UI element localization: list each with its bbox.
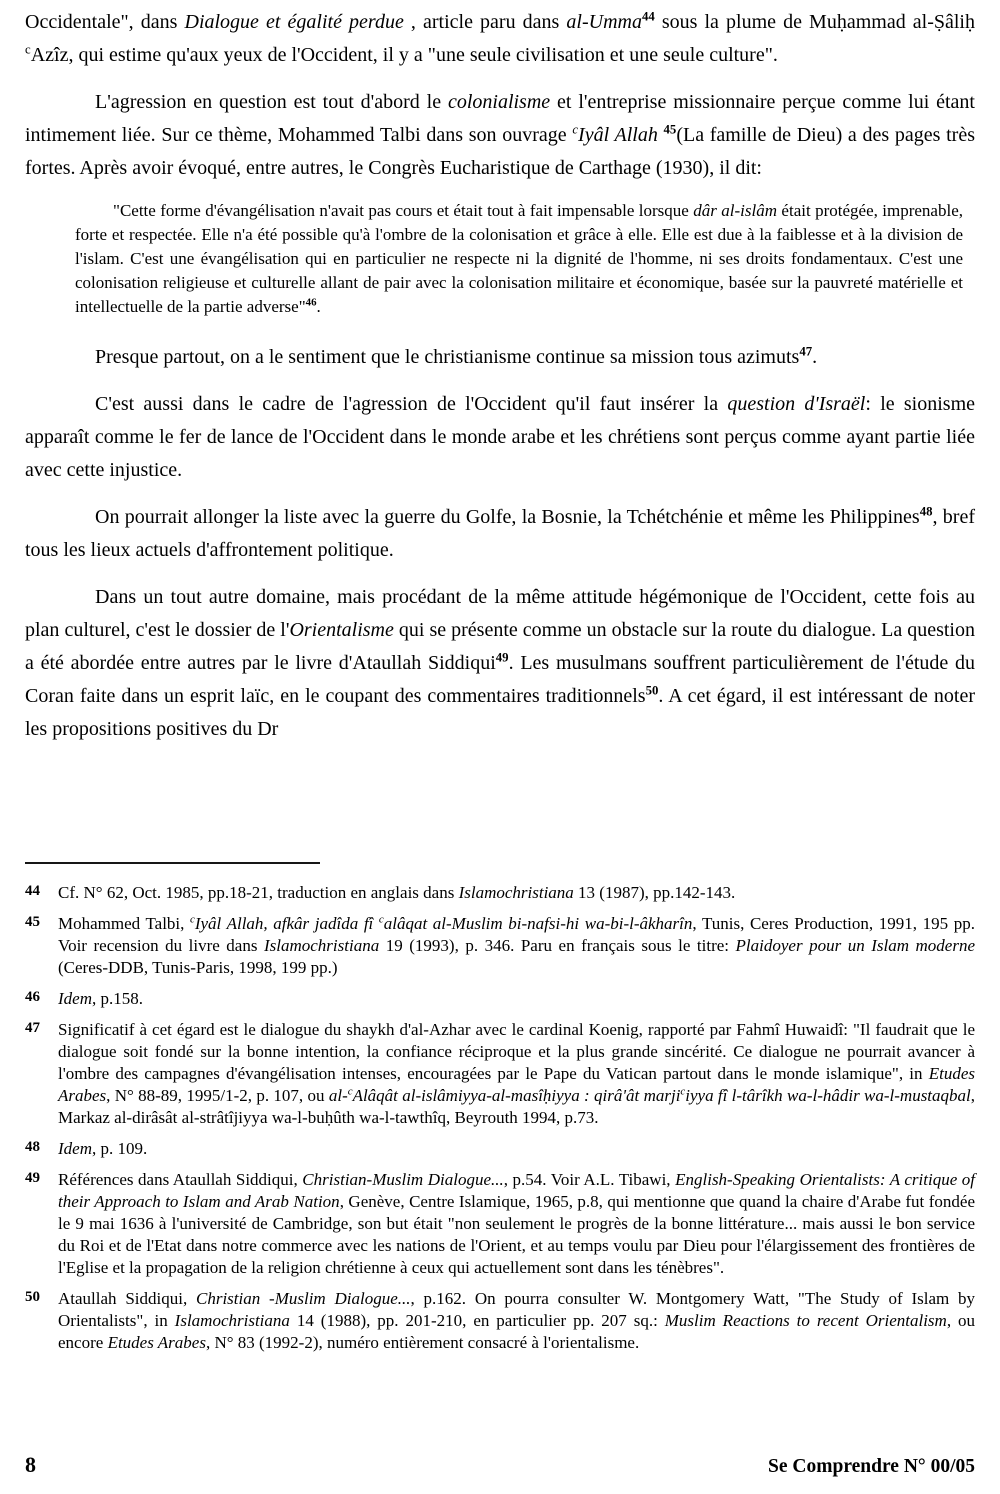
superscript: c xyxy=(347,1085,353,1098)
footnote-text xyxy=(58,883,735,902)
text-run: Significatif à cet égard est le dialogue du shaykh d'al-Azhar avec le cardinal Koenig, rapporté par Fahmî Huwaidî: "Il faudrait que le dialogue soit fondé sur la bonne intention, la confiance réciproque et la plus grande sincérité. Ce dialogue ne pourrait avancer à l'ombre des campagnes d'évangélisation intenses, encouragées par le Pape du Vatican partout dans le monde islamique", in xyxy=(58,1020,975,1083)
text-run: Alâqât al-islâmiyya-al-masîḥiyya : qirâ'ât marji xyxy=(352,1086,681,1105)
footnote-48 xyxy=(25,1138,975,1160)
superscript: c xyxy=(572,122,579,137)
superscript: c xyxy=(25,42,31,57)
text-run: dâr al-islâm xyxy=(693,201,778,220)
footnote-ref-46: 46 xyxy=(305,296,317,309)
text-run: , N° 83 (1992-2), numéro entièrement consacré à l'orientalisme. xyxy=(205,1333,640,1352)
text-run: Dialogue et égalité perdue xyxy=(184,11,411,33)
footnote-46 xyxy=(25,988,975,1010)
text-run: 14 (1988), pp. 201-210, en particulier pp. 207 sq.: xyxy=(289,1311,665,1330)
footnote-ref-48: 48 xyxy=(919,504,933,519)
footnote-50 xyxy=(25,1288,975,1354)
footnote-number: 44 xyxy=(25,883,40,899)
footnote-number: 46 xyxy=(25,989,40,1005)
text-run: Références dans Ataullah Siddiqui, xyxy=(58,1170,303,1189)
footnote-47 xyxy=(25,1019,975,1129)
text-run: qui se présente comme un obstacle sur la route du dialogue. La question a été abordée entre autres par le livre d'Ataullah Siddiqui xyxy=(25,619,975,674)
text-run: L'agression en question est tout d'abord le xyxy=(95,91,448,113)
text-run: . Les musulmans souffrent particulièrement de l'étude du Coran faite dans un esprit laïc, en le coupant des commentaires traditionnels xyxy=(25,652,975,707)
text-run: English-Speaking Orientalists: A critique of their Approach to Islam and Arab Nation xyxy=(58,1170,976,1211)
text-run: , Tunis, Ceres Production, 1991, 195 pp. Voir recension du livre dans xyxy=(58,914,975,955)
text-run: C'est aussi dans le cadre de l'agression de l'Occident qu'il faut insérer la xyxy=(95,393,728,415)
journal-reference: Se Comprendre N° 00/05 xyxy=(768,1456,975,1477)
text-run: iyya fî l-târîkh wa-l-hâdir wa-l-mustaqbal xyxy=(685,1086,971,1105)
text-run: sous la plume de Muḥammad al-Ṣâliḥ xyxy=(654,11,975,33)
footnote-text xyxy=(58,1289,975,1352)
text-run: , p.162. On pourra consulter W. Montgomery Watt, "The Study of Islam by Orientalists", in xyxy=(58,1289,976,1330)
text-run: al- xyxy=(328,1086,348,1105)
footnote-44 xyxy=(25,882,975,904)
footnote-number: 45 xyxy=(25,914,40,930)
text-run: . A cet égard, il est intéressant de noter les propositions positives du Dr xyxy=(25,685,975,740)
text-run: Etudes Arabes xyxy=(107,1333,206,1352)
page-footer xyxy=(25,1452,975,1478)
text-run: Plaidoyer pour un Islam moderne xyxy=(735,936,975,955)
text-run: Presque partout, on a le sentiment que le christianisme continue sa mission tous azimuts xyxy=(95,346,800,368)
superscript: c xyxy=(378,913,384,926)
text-run: Occidentale", dans xyxy=(25,11,185,33)
footnotes-section xyxy=(25,882,975,1354)
footnote-ref-44: 44 xyxy=(641,9,655,24)
text-run: Idem xyxy=(58,989,92,1008)
footnote-ref-50: 50 xyxy=(645,683,659,698)
text-run: Christian-Muslim Dialogue... xyxy=(302,1170,504,1189)
text-run: Ataullah Siddiqui, xyxy=(58,1289,196,1308)
text-run: Christian -Muslim Dialogue... xyxy=(196,1289,411,1308)
footnote-number: 47 xyxy=(25,1020,40,1036)
footnote-text xyxy=(58,1170,975,1277)
block-quote xyxy=(75,199,963,319)
text-run: . xyxy=(316,297,321,316)
footnote-49 xyxy=(25,1169,975,1279)
text-run: et l'entreprise missionnaire perçue comme lui étant intimement liée. Sur ce thème, Mohammed Talbi dans son ouvrage xyxy=(25,91,975,146)
text-run: (Ceres-DDB, Tunis-Paris, 1998, 199 pp.) xyxy=(58,958,338,977)
footnote-number: 50 xyxy=(25,1289,40,1305)
text-run: , Markaz al-dirâsât al-strâtîjiyya wa-l-buḥûth wa-l-tawthîq, Beyrouth 1994, p.73. xyxy=(58,1086,976,1127)
footnote-ref-49: 49 xyxy=(495,650,509,665)
text-run: Etudes Arabes xyxy=(58,1064,975,1105)
text-run: "Cette forme d'évangélisation n'avait pas cours et était tout à fait impensable lorsque xyxy=(113,201,694,220)
text-run: Dans un tout autre domaine, mais procédant de la même attitude hégémonique de l'Occident, cette fois au plan culturel, c'est le dossier de l' xyxy=(25,586,975,641)
text-run: Islamochristiana xyxy=(174,1311,290,1330)
text-run: était protégée, imprenable, forte et respectée. Elle n'a été possible qu'à l'ombre de la colonisation et grâce à elle. Elle est due à la faiblesse et à la division de l'islam. C'est une évangélisation qui en particulier ne respecte ni la dignité de l'homme, ni ses droits fondamentaux. C'est une colonisation religieuse et culturelle allant de pair avec la colonisation militaire et économique, basée sur la pauvreté matérielle et intellectuelle de la partie adverse" xyxy=(75,201,964,316)
text-run: question d'Israël xyxy=(727,393,866,415)
text-run: Mohammed Talbi, xyxy=(58,914,191,933)
footnote-ref-45: 45 xyxy=(663,122,677,137)
footnote-ref-47: 47 xyxy=(799,344,813,359)
text-run: alâqat al-Muslim bi-nafsi-hi wa-bi-l-âkharîn xyxy=(383,914,693,933)
text-run: , p.158. xyxy=(91,989,143,1008)
text-run: Iyâl Allah, afkâr jadîda fî xyxy=(194,914,379,933)
footnote-number: 48 xyxy=(25,1139,40,1155)
text-run: 19 (1993), p. 346. Paru en français sous le titre: xyxy=(379,936,736,955)
footnote-45 xyxy=(25,913,975,979)
footnote-number: 49 xyxy=(25,1170,40,1186)
text-run: Idem xyxy=(58,1139,92,1158)
text-run: , bref tous les lieux actuels d'affrontement politique. xyxy=(25,506,975,561)
text-run: Islamochristiana xyxy=(263,936,380,955)
text-run: , p.54. Voir A.L. Tibawi, xyxy=(503,1170,676,1189)
paragraph xyxy=(25,86,975,185)
text-run: , Genève, Centre Islamique, 1965, p.8, qui mentionne que quand la chaire d'Arabe fut fondée le 9 mai 1636 à l'université de Cambridge, son but était "non seulement le progrès de la bonne littérature... mais aussi le bon service du Roi et de l'Etat dans notre commerce avec les nations de l'Orient, et au temps voulu par Dieu pour l'élargissement des frontières de l'Eglise et la propagation de la religion chrétienne à ceux qui actuellement sont dans les ténèbres". xyxy=(58,1192,975,1277)
paragraph xyxy=(25,581,975,746)
text-run: , p. 109. xyxy=(91,1139,148,1158)
paragraph xyxy=(25,341,975,374)
paragraph xyxy=(25,388,975,487)
text-run: Iyâl Allah xyxy=(578,124,658,146)
text-run: al-Umma xyxy=(566,11,642,33)
footnote-separator xyxy=(25,862,320,864)
main-text xyxy=(25,6,975,746)
text-run: , N° 88-89, 1995/1-2, p. 107, ou xyxy=(106,1086,329,1105)
superscript: c xyxy=(680,1085,686,1098)
text-run: (La famille de Dieu) a des pages très fortes. Après avoir évoqué, entre autres, le Congrès Eucharistique de Carthage (1930), il dit: xyxy=(25,124,975,179)
footnote-text xyxy=(58,914,975,977)
footnote-text xyxy=(58,1020,975,1127)
text-run: , ou encore xyxy=(58,1311,976,1352)
footnote-text xyxy=(58,1139,147,1158)
text-run: : le sionisme apparaît comme le fer de lance de l'Occident dans le monde arabe et les chrétiens sont perçus comme ayant partie liée avec cette injustice. xyxy=(25,393,975,481)
footnote-zone xyxy=(25,862,975,1363)
text-run: Muslim Reactions to recent Orientalism xyxy=(664,1311,947,1330)
text-run: colonialisme xyxy=(447,91,551,113)
text-run: . xyxy=(812,346,818,368)
text-run: , article paru dans xyxy=(410,11,567,33)
superscript: c xyxy=(190,913,195,926)
text-run: Islamochristiana xyxy=(458,883,574,902)
paragraph xyxy=(25,501,975,567)
footnote-text xyxy=(58,989,143,1008)
text-run: Cf. N° 62, Oct. 1985, pp.18-21, traduction en anglais dans xyxy=(58,883,459,902)
text-run: Azîz, qui estime qu'aux yeux de l'Occident, il y a "une seule civilisation et une seule culture". xyxy=(30,44,778,66)
paragraph xyxy=(25,6,975,72)
text-run: 13 (1987), pp.142-143. xyxy=(573,883,736,902)
text-run: On pourrait allonger la liste avec la guerre du Golfe, la Bosnie, la Tchétchénie et même les Philippines xyxy=(95,506,920,528)
text-run: Orientalisme xyxy=(289,619,394,641)
page-number: 8 xyxy=(25,1452,36,1477)
